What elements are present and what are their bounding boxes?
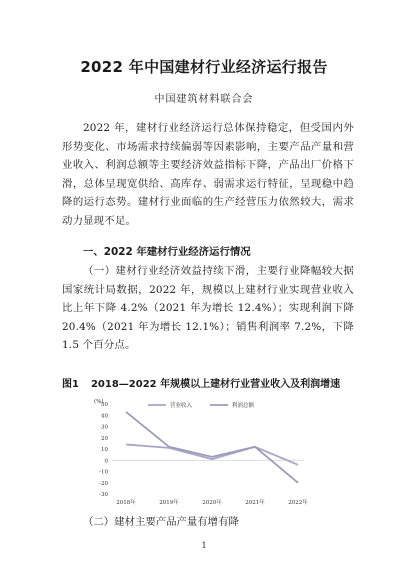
- x-tick-label: 2021年: [245, 500, 265, 506]
- subsection-heading: （二）建材主要产品产量有增有降: [83, 516, 239, 528]
- y-axis-unit: (%): [94, 399, 104, 405]
- legend-label: 利润总额: [232, 403, 255, 409]
- y-tick-label: 50: [101, 402, 108, 408]
- legend-label: 营业收入: [170, 403, 193, 409]
- x-tick-label: 2020年: [202, 500, 222, 506]
- paragraph-economic-benefit: （一）建材行业经济效益持续下滑，主要行业降幅较大据国家统计局数据，2022 年，规模以上建材行业实现营业收入比上年下降 4.2%（2021 年为增长 12.4%）；实现利润下降 20.4%（2021 年为增长 12.1%）；销售利润率 7.2%，下降 1.5 个百分点。: [62, 265, 354, 352]
- x-tick-label: 2018年: [116, 500, 136, 506]
- paragraph-overview: 2022 年，建材行业经济运行总体保持稳定，但受国内外形势变化、市场需求持续偏弱等因素影响，主要产品产量和营业收入、利润总额等主要经济效益指标下降，产品出厂价格下滑，总体呈现宽供给、高库存、弱需求运行特征，呈现稳中趋降的运行态势。建材行业面临的生产经营压力依然较大，需求动力显现不足。: [62, 122, 354, 227]
- section-heading: 一、2022 年建材行业经济运行情况: [83, 246, 251, 258]
- x-tick-label: 2022年: [288, 500, 308, 506]
- y-tick-label: 30: [101, 424, 108, 431]
- figure-label: 图1: [62, 379, 79, 390]
- figure-caption: [62, 375, 362, 390]
- page-number: 1: [201, 541, 207, 550]
- figure-title: 2018—2022 年规模以上建材行业营业收入及利润增速: [90, 379, 341, 390]
- y-tick-label: 10: [101, 447, 108, 453]
- y-tick-label: -10: [99, 469, 108, 476]
- y-tick-label: 40: [101, 413, 108, 420]
- report-author: 中国建筑材料联合会: [154, 94, 254, 105]
- y-tick-label: 20: [101, 435, 108, 442]
- y-tick-label: 0: [104, 458, 108, 465]
- report-title: 2022 年中国建材行业经济运行报告: [80, 58, 328, 76]
- x-tick-label: 2019年: [159, 500, 179, 506]
- y-tick-label: -20: [99, 480, 108, 487]
- growth-line-chart: [86, 396, 316, 506]
- y-tick-label: -30: [99, 492, 108, 498]
